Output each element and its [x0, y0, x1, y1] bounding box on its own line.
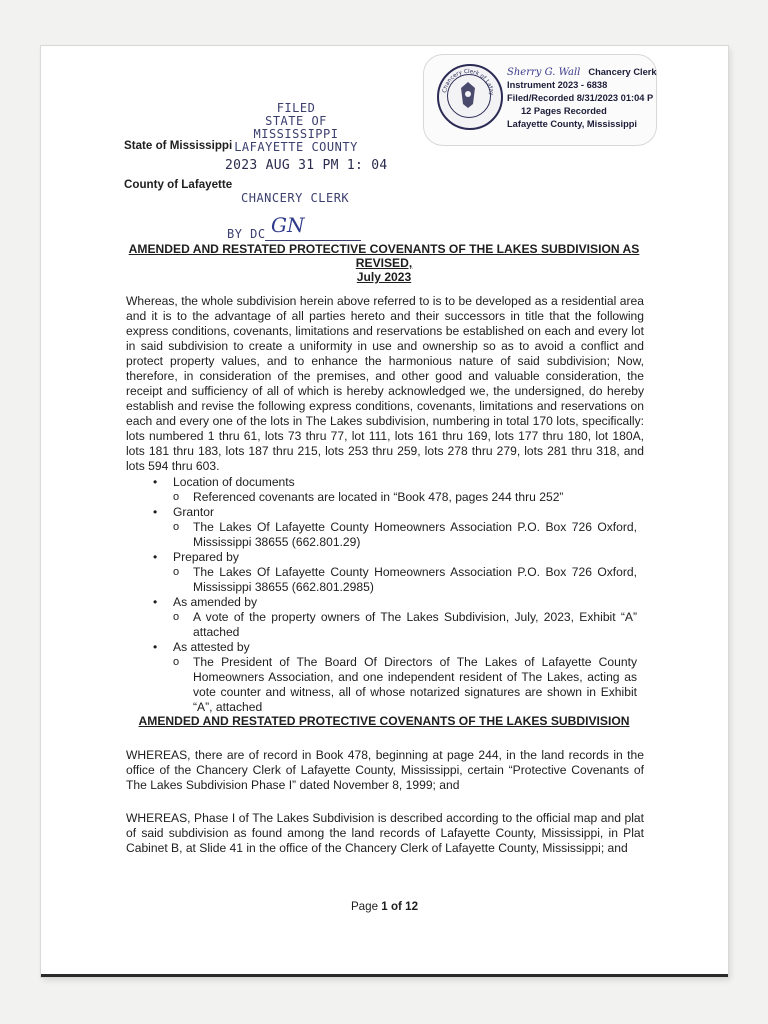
whereas-paragraph-1: WHEREAS, there are of record in Book 478, beginning at page 244, in the land records in the office of the Chancery Clerk of Lafayette County, Mississippi, certain “Protective Covenants of The Lakes Subdivision Phase I” dated November 8, 1999; and [126, 748, 644, 792]
county-label: County of Lafayette [124, 178, 233, 191]
document-title [123, 242, 645, 284]
list-item-detail: o Referenced covenants are located in “Book 478, pages 244 thru 252” [173, 490, 637, 505]
page-total: 12 [405, 900, 419, 913]
list-item [153, 550, 637, 595]
filed-office: CHANCERY CLERK [241, 191, 350, 205]
filed-recorded: Filed/Recorded 8/31/2023 01:04 P [507, 93, 654, 103]
filed-stamp [221, 102, 371, 154]
pages-recorded: 12 Pages Recorded [521, 106, 607, 116]
document-info-list [153, 475, 637, 715]
title-line-1: AMENDED AND RESTATED PROTECTIVE COVENANTS OF THE LAKES SUBDIVISION AS REVISED, [128, 242, 640, 270]
filed-by-initials: GN [271, 213, 305, 237]
page-current: 1 [381, 900, 388, 913]
whereas-paragraph-2: WHEREAS, Phase I of The Lakes Subdivision is described according to the official map and plat of said subdivision as found among the land records of Lafayette County, Mississippi, in Plat Cabinet B, at Slide 41 in the office of the Chancery Clerk of Lafayette County, Mississippi; and [126, 811, 644, 855]
list-item-detail: o The Lakes Of Lafayette County Homeowners Association P.O. Box 726 Oxford, Mississippi 38655 (662.801.2985) [173, 565, 637, 595]
filed-county: LAFAYETTE COUNTY [234, 140, 358, 154]
intro-paragraph: Whereas, the whole subdivision herein above referred to is to be developed as a residential area and it is to the advantage of all parties hereto and their successors in title that the following express conditions, covenants, limitations and reservations be established on each and every lot in said subdivision to create a uniformity in use and ownership so as to avoid a conflict and protect property values, and to enhance the harmonious nature of said subdivision; Now, therefore, in consideration of the premises, and other good and valuable consideration, the receipt and sufficiency of all of which is hereby acknowledged we, the undersigned, do hereby establish and revise the following express conditions, covenants, limitations and reservations on each and every one of the lots in The Lakes subdivision, numbering in total 170 lots, specifically: lots numbered 1 thru 61, lots 73 thru 77, lot 111, lots 161 thru 169, lots 177 thru 180, lot 180A, lots 181 thru 183, lots 187 thru 215, lots 253 thru 259, lots 278 thru 279, lots 281 thru 318, and lots 594 thru 603. [126, 294, 644, 473]
list-item-label: Grantor [173, 505, 214, 519]
list-item-label: As amended by [173, 595, 258, 609]
page-word: Page [350, 900, 379, 913]
clerk-title: Chancery Clerk [588, 67, 657, 77]
list-item-label: Location of documents [173, 475, 295, 489]
page-footer [41, 899, 728, 914]
filed-datetime: 2023 AUG 31 PM 1: 04 [225, 158, 388, 173]
county-seal-icon [437, 64, 503, 130]
list-item [153, 475, 637, 505]
state-label: State of Mississippi [124, 139, 233, 152]
list-item [153, 505, 637, 550]
document-page [41, 46, 728, 977]
section-title: AMENDED AND RESTATED PROTECTIVE COVENANTS OF THE LAKES SUBDIVISION [138, 714, 630, 728]
recorder-details [507, 66, 667, 131]
page-of-word: of [390, 900, 402, 913]
list-item-detail: o The Lakes Of Lafayette County Homeowners Association P.O. Box 726 Oxford, Mississippi 38655 (662.801.29) [173, 520, 637, 550]
filed-by-label: BY DC [227, 227, 266, 241]
list-item-detail: o A vote of the property owners of The Lakes Subdivision, July, 2023, Exhibit “A” attached [173, 610, 637, 640]
title-line-2: July 2023 [356, 270, 412, 284]
list-item-label: Prepared by [173, 550, 239, 564]
filed-by-line [265, 240, 361, 241]
recorder-county: Lafayette County, Mississippi [507, 119, 638, 129]
filed-state: STATE OF MISSISSIPPI [253, 114, 339, 141]
list-item-label: As attested by [173, 640, 250, 654]
clerk-signature: Sherry G. Wall [507, 67, 581, 78]
svg-text:Chancery Clerk of Lafayette Co: Chancery Clerk of Lafay [442, 68, 495, 96]
filed-label: FILED [276, 101, 316, 115]
list-item [153, 595, 637, 640]
instrument-number: Instrument 2023 - 6838 [507, 80, 608, 90]
list-item [153, 640, 637, 715]
list-item-detail: o The President of The Board Of Directors of The Lakes of Lafayette County Homeowners Association, and one independent resident of The Lakes, acting as vote counter and witness, all of whose notarized signatures are shown in Exhibit “A”, attached [173, 655, 637, 715]
